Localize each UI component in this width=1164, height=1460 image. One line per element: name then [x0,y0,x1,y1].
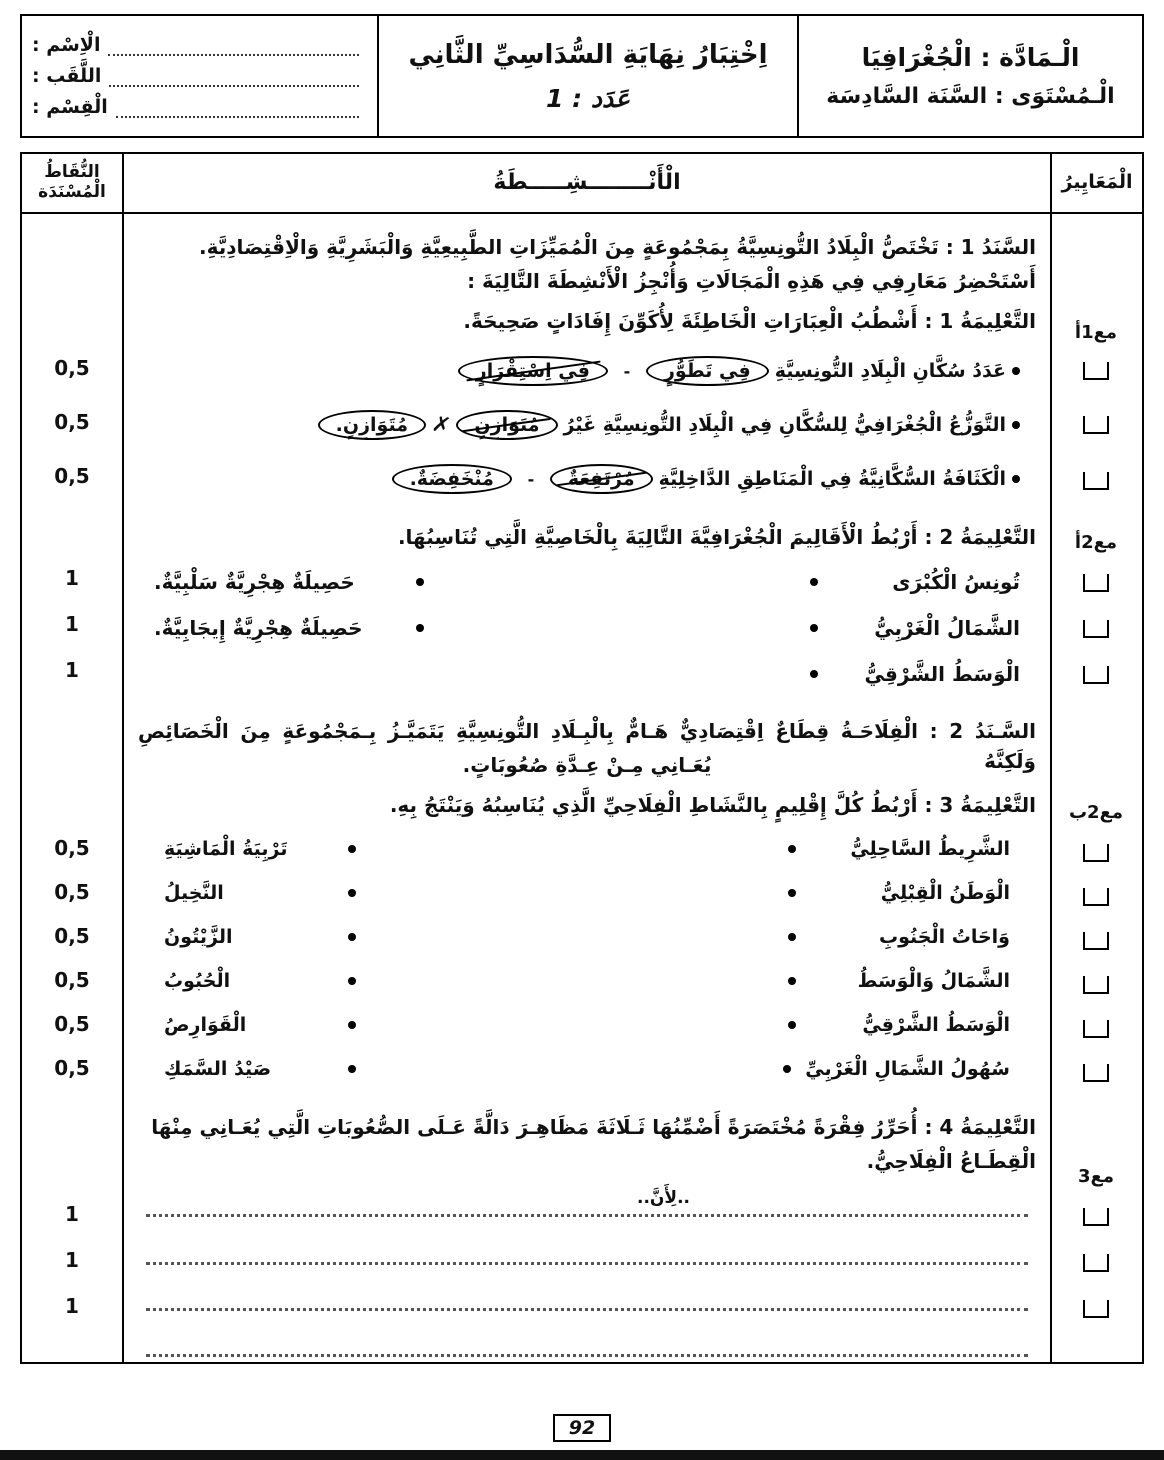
point-value: 0,5 [54,356,90,380]
q3-row-5[interactable] [164,1014,1010,1036]
name-field-row[interactable] [32,34,359,56]
criteria-checkbox[interactable] [1083,1208,1109,1226]
q3-row-2[interactable] [164,882,1010,904]
connector-dot-icon[interactable] [788,933,796,941]
q3-left-item-1: تَرْبِيَةُ الْمَاشِيَةِ [164,838,288,860]
point-value: 1 [65,658,79,682]
point-value: 0,5 [54,1012,90,1036]
answer-line-1[interactable] [146,1214,1028,1217]
bullet-icon [1012,367,1020,375]
q1-item-2[interactable] [138,410,1020,440]
q3-right-item-2: الْوَطَنُ الْقِبْلِيُّ [880,882,1010,904]
criteria-column-header: الْمَعَايِيرُ [1052,154,1142,214]
q3-right-item-1: الشَّرِيطُ السَّاحِلِيُّ [850,838,1010,860]
q2-right-item-1: تُونِسُ الْكُبْرَى [892,570,1020,594]
exam-title: اِخْتِبَارُ نِهَايَةِ السُّدَاسِيِّ الثَّانِي [408,39,768,70]
support-1-line-1: السَّنَدُ 1 : تَخْتَصُّ الْبِلَادُ التُّونِسِيَّةُ بِمَجْمُوعَةٍ مِنَ الْمُمَيِّزَاتِ الطَّبِيعِيَّةِ وَالْبَشَرِيَّةِ وَالْاِقْتِصَادِيَّةِ. [198,235,1036,259]
points-header-line-2: الْمُسْنَدَة [38,182,106,202]
surname-label: اللَّقَب : [32,65,102,87]
task-4-instruction-line-2: الْقِطَـاعُ الْفِلَاحِيُّ. [866,1149,1036,1173]
point-value: 0,5 [54,968,90,992]
connector-dot-icon[interactable] [348,933,356,941]
connector-dot-icon[interactable] [788,845,796,853]
q3-row-3[interactable] [164,926,1010,948]
connector-dot-icon[interactable] [348,889,356,897]
strike-mark-icon: ✗ [429,410,453,440]
q3-left-item-5: الْقَوَارِصُ [164,1014,247,1036]
q1-item-3-option-right[interactable]: مُرْتَفِعَةٌ [550,464,653,494]
q1-item-2-option-left[interactable]: مُتَوَازِنٍ. [318,410,426,440]
answer-line-4[interactable] [146,1354,1028,1357]
criteria-checkbox[interactable] [1083,1020,1109,1038]
criteria-checkbox[interactable] [1083,976,1109,994]
connector-dot-icon[interactable] [416,578,424,586]
point-value: 1 [65,1294,79,1318]
criteria-label-2: مع2أ [1074,532,1118,553]
activities-column [122,154,1050,1362]
support-1-line-2: أَسْتَحْضِرُ مَعَارِفِي فِي هَذِهِ الْمَجَالَاتِ وَأُنْجِزُ الْأَنْشِطَةَ التَّالِيَةَ : [467,269,1036,293]
q1-item-3[interactable] [138,464,1020,494]
bottom-bar [0,1450,1164,1460]
q3-left-item-6: صَيْدُ السَّمَكِ [164,1058,272,1080]
q2-right-item-2: الشَّمَالُ الْغَرْبِيُّ [874,616,1020,640]
criteria-checkbox[interactable] [1083,888,1109,906]
connector-dot-icon[interactable] [348,1021,356,1029]
criteria-column [1050,154,1142,1362]
q3-right-item-4: الشَّمَالُ وَالْوَسَطُ [857,970,1010,992]
student-identity-block [22,16,377,136]
connector-dot-icon[interactable] [810,624,818,632]
task-2-instruction: التَّعْلِيمَةُ 2 : أَرْبُطُ الْأَقَالِيمَ الْجُغْرَافِيَّةَ التَّالِيَةَ بِالْخَاصِيَّةِ الَّتِي تُنَاسِبُهَا. [397,525,1036,549]
connector-dot-icon[interactable] [783,1065,791,1073]
criteria-checkbox[interactable] [1083,1300,1109,1318]
criteria-checkbox[interactable] [1083,1064,1109,1082]
criteria-label-3: مع2ب [1068,802,1124,823]
support-2-line-1: السَّـنَدُ 2 : الْفِلَاحَـةُ قِطَاعٌ اِقْتِصَادِيٌّ هَـامٌّ بِالْبِـلَادِ التُّونِسِيَّةِ يَتَمَيَّـزُ بِـمَجْمُوعَةٍ مِنَ الْخَصَائِصِ وَلَكِنَّهُ [138,719,1037,773]
q1-item-2-stem: التَّوَزُّعُ الْجُغْرَافِيُّ لِلسُّكَّانِ فِي الْبِلَادِ التُّونِسِيَّةِ غَيْرُ [563,414,1006,436]
name-input[interactable] [108,39,359,56]
bullet-icon [1012,475,1020,483]
connector-dot-icon[interactable] [416,624,424,632]
q3-right-item-3: وَاحَاتُ الْجَنُوبِ [879,926,1010,948]
connector-dot-icon[interactable] [788,1021,796,1029]
criteria-checkbox[interactable] [1083,472,1109,490]
points-column-header [22,154,122,214]
bullet-icon [1012,421,1020,429]
header-subject-block [797,16,1142,136]
q1-item-1-option-right[interactable]: فِي تَطَوُّرٍ [646,356,769,386]
q3-row-1[interactable] [164,838,1010,860]
exam-table [20,152,1144,1364]
q3-left-item-2: النَّخِيلُ [164,882,224,904]
criteria-checkbox[interactable] [1083,620,1109,638]
q2-row-1[interactable] [154,570,1020,594]
criteria-checkbox[interactable] [1083,1254,1109,1272]
criteria-label-4: مع3 [1078,1166,1114,1187]
point-value: 1 [65,612,79,636]
criteria-checkbox[interactable] [1083,932,1109,950]
class-input[interactable] [116,101,359,118]
criteria-checkbox[interactable] [1083,666,1109,684]
point-value: 1 [65,566,79,590]
criteria-checkbox[interactable] [1083,416,1109,434]
q2-right-item-3: الْوَسَطُ الشَّرْقِيُّ [864,662,1020,686]
criteria-checkbox[interactable] [1083,362,1109,380]
level-label: الْـمُسْتَوَى : السَّنَة السَّادِسَة [826,84,1115,109]
point-value: 0,5 [54,1056,90,1080]
answer-handwriting: ..لِأَنَّ.. [636,1188,690,1208]
task-4-instruction-line-1: التَّعْلِيمَةُ 4 : أُحَرِّرُ فِقْرَةً مُخْتَصَرَةً أَضْمِّنُهَا ثَـلَاثَةَ مَظَاهِـرَ دَالَّةً عَـلَى الصُّعُوبَاتِ الَّتِي يُعَـانِي مِنْهَا [151,1115,1036,1139]
class-field-row[interactable] [32,96,359,118]
connector-dot-icon[interactable] [348,845,356,853]
q3-right-item-5: الْوَسَطُ الشَّرْقِيُّ [862,1014,1010,1036]
page-number: 92 [553,1414,611,1442]
q3-row-6[interactable] [164,1058,1010,1080]
separator-dash: - [623,361,631,381]
q1-item-3-option-left[interactable]: مُنْخَفِضَةٌ. [392,464,512,494]
q3-right-item-6: سُهُولُ الشَّمَالِ الْغَرْبِيِّ [805,1058,1010,1080]
point-value: 0,5 [54,464,90,488]
q1-item-1-stem: عَدَدُ سُكَّانِ الْبِلَادِ التُّونِسِيَّةِ [774,360,1006,382]
exam-number: عَدَد : 1 [546,83,630,113]
page-footer [0,1414,1164,1442]
q1-item-2-option-right[interactable]: مُتَوَازِنٍ [456,410,557,440]
q1-item-1[interactable] [138,356,1020,386]
criteria-column-body [1052,214,1142,1362]
task-1-instruction: التَّعْلِيمَةُ 1 : أَشْطُبُ الْعِبَارَاتِ الْخَاطِئَةَ لِأُكَوِّنَ إِفَادَاتٍ صَحِيحَةً. [463,309,1036,333]
surname-input[interactable] [109,70,359,87]
support-2-line-2: يُعَـانِي مِـنْ عِـدَّةِ صُعُوبَاتٍ. [462,753,712,777]
criteria-checkbox[interactable] [1083,844,1109,862]
point-value: 0,5 [54,410,90,434]
answer-line-3[interactable] [146,1308,1028,1311]
criteria-label-1: مع1أ [1074,322,1118,343]
connector-dot-icon[interactable] [788,889,796,897]
connector-dot-icon[interactable] [348,977,356,985]
connector-dot-icon[interactable] [348,1065,356,1073]
exam-header [20,14,1144,138]
surname-field-row[interactable] [32,65,359,87]
points-column-body [22,214,122,1362]
point-value: 0,5 [54,880,90,904]
q3-left-item-3: الزَّيْتُونُ [164,926,233,948]
point-value: 1 [65,1202,79,1226]
connector-dot-icon[interactable] [788,977,796,985]
point-value: 1 [65,1248,79,1272]
points-header-line-1: النُّقَاطُ [44,162,100,183]
q3-row-4[interactable] [164,970,1010,992]
point-value: 0,5 [54,836,90,860]
name-label: الْاِسْم : [32,34,101,56]
subject-label: الْـمَادَّة : الْجُغْرَافِيَا [861,43,1080,72]
activities-column-body [124,214,1050,1362]
points-column [22,154,122,1362]
separator-dash: - [527,469,535,489]
header-title-block [377,16,797,136]
class-label: الْقِسْم : [32,96,108,118]
q2-left-item-1: حَصِيلَةٌ هِجْرِيَّةٌ سَلْبِيَّةٌ. [154,570,355,594]
q3-left-item-4: الْحُبُوبُ [164,970,231,992]
q2-left-item-3: حَصِيلَةٌ هِجْرِيَّةٌ إِيجَابِيَّةٌ. [154,616,363,640]
answer-line-2[interactable] [146,1262,1028,1265]
connector-dot-icon[interactable] [810,578,818,586]
point-value: 0,5 [54,924,90,948]
criteria-checkbox[interactable] [1083,574,1109,592]
task-3-instruction: التَّعْلِيمَةُ 3 : أَرْبُطُ كُلَّ إِقْلِيمٍ بِالنَّشَاطِ الْفِلَاحِيِّ الَّذِي يُنَاسِبُهُ وَيَنْتَجُ بِهِ. [389,793,1036,817]
connector-dot-icon[interactable] [810,670,818,678]
q1-item-1-option-left[interactable]: فِي اِسْتِقْرَارٍ [458,356,608,386]
activities-column-header: الْأَنْــــــــشِـــــطَةُ [124,154,1050,214]
q1-item-3-stem: الْكَثَافَةُ السُّكَّانِيَّةُ فِي الْمَنَاطِقِ الدَّاخِلِيَّةِ [658,468,1006,490]
